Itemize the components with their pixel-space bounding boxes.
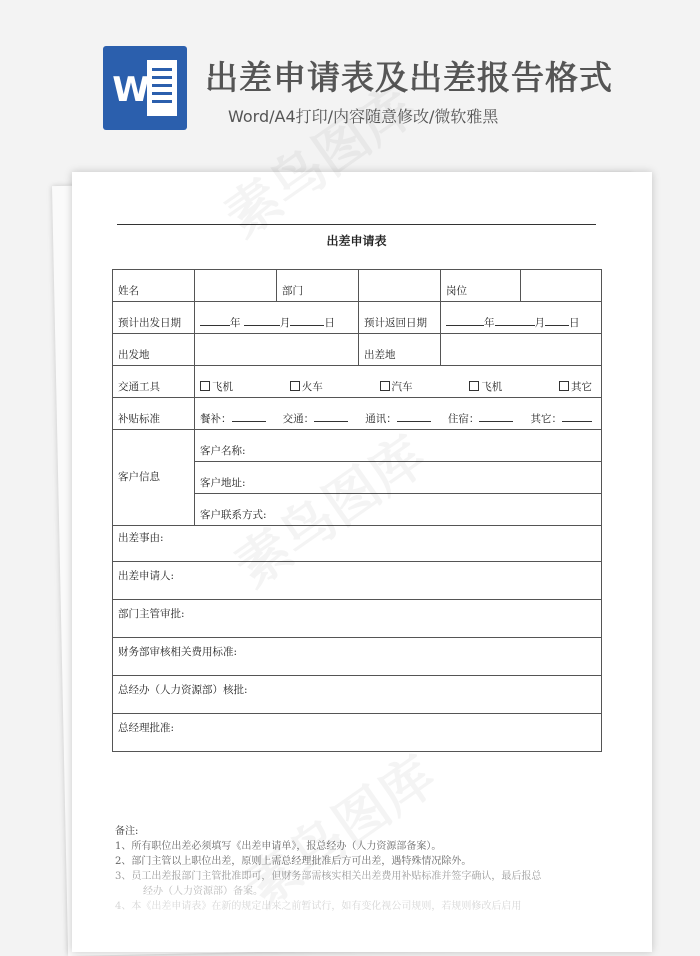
header [0, 0, 700, 160]
transport-option-plane-2[interactable] [469, 379, 502, 394]
day-text: 日 [569, 317, 580, 329]
destination-label: 出差地 [359, 334, 441, 366]
year-text: 年 [230, 317, 241, 329]
blank-line [495, 315, 535, 326]
table-row [113, 714, 602, 752]
transport-label: 交通工具 [113, 366, 195, 398]
year-text: 年 [484, 317, 495, 329]
page-title: 出差申请表及出差报告格式 [205, 58, 613, 97]
finance-review-field[interactable]: 财务部审核相关费用标准: [113, 638, 602, 676]
transport-option-label: 飞机 [212, 381, 233, 393]
name-label: 姓名 [113, 270, 195, 302]
return-date-field[interactable] [441, 302, 602, 334]
customer-address-field[interactable]: 客户地址: [195, 462, 602, 494]
header-rule [117, 224, 596, 225]
transport-options [195, 366, 602, 398]
page-subtitle: Word/A4打印/内容随意修改/微软雅黑 [228, 107, 499, 126]
transport-option-label: 飞机 [481, 381, 503, 393]
table-row [113, 366, 602, 398]
note-item: 2、部门主管以上职位出差，原则上需总经理批准后方可出差，遇特殊情况除外。 [115, 856, 472, 867]
checkbox-icon[interactable] [380, 381, 390, 391]
transport-option-car[interactable] [380, 379, 413, 394]
dept-field[interactable] [359, 270, 441, 302]
comm-allowance[interactable] [365, 411, 431, 426]
meal-allowance[interactable] [200, 411, 266, 426]
blank-line [562, 411, 592, 422]
depart-date-label: 预计出发日期 [113, 302, 195, 334]
position-label: 岗位 [441, 270, 521, 302]
table-row [113, 676, 602, 714]
blank-line [290, 315, 324, 326]
transport-option-label: 火车 [301, 381, 323, 393]
day-text: 日 [324, 317, 335, 329]
application-form-table [112, 269, 602, 752]
name-field[interactable] [195, 270, 277, 302]
table-row [113, 526, 602, 562]
transport-option-train[interactable] [290, 379, 323, 394]
word-icon-line [152, 68, 172, 71]
transport-option-plane[interactable] [200, 379, 233, 394]
blank-line [314, 411, 348, 422]
word-icon [103, 46, 187, 130]
word-icon-line [152, 100, 172, 103]
origin-field[interactable] [195, 334, 359, 366]
allowance-item-label: 通讯： [365, 413, 397, 425]
blank-line [244, 315, 280, 326]
checkbox-icon[interactable] [290, 381, 300, 391]
blank-line [232, 411, 266, 422]
word-icon-line [152, 76, 172, 79]
table-row [113, 398, 602, 430]
allowance-item-label: 餐补： [200, 413, 232, 425]
month-text: 月 [534, 317, 545, 329]
transport-option-other[interactable] [559, 379, 592, 394]
word-icon-letter: W [112, 70, 150, 110]
lodging-allowance[interactable] [448, 411, 514, 426]
hr-approval-field[interactable]: 总经办（人力资源部）核批: [113, 676, 602, 714]
destination-field[interactable] [441, 334, 602, 366]
position-field[interactable] [521, 270, 602, 302]
table-row [113, 600, 602, 638]
depart-date-field[interactable] [195, 302, 359, 334]
checkbox-icon[interactable] [200, 381, 210, 391]
table-row [113, 430, 602, 462]
dept-label: 部门 [277, 270, 359, 302]
blank-line [200, 315, 230, 326]
word-icon-line [152, 92, 172, 95]
note-item: 4、本《出差申请表》在新的规定出来之前暂试行，如有变化视公司规则，若规则修改后启用 [115, 901, 522, 912]
document-page [72, 172, 652, 952]
blank-line [397, 411, 431, 422]
allowance-item-label: 住宿： [447, 413, 480, 425]
allowance-label: 补贴标准 [113, 398, 195, 430]
blank-line [545, 315, 569, 326]
note-item: 经办（人力资源部）备案。 [143, 886, 263, 897]
origin-label: 出发地 [113, 334, 195, 366]
gm-approval-field[interactable]: 总经理批准: [113, 714, 602, 752]
table-row [113, 302, 602, 334]
transport-allowance[interactable] [283, 411, 349, 426]
blank-line [446, 315, 484, 326]
month-text: 月 [279, 317, 291, 329]
allowance-fields [195, 398, 602, 430]
applicant-field[interactable]: 出差申请人: [113, 562, 602, 600]
transport-option-label: 汽车 [391, 381, 413, 393]
notes-heading: 备注: [115, 826, 139, 837]
customer-info-label: 客户信息 [113, 430, 195, 526]
notes-section [115, 824, 615, 914]
word-icon-line [152, 84, 172, 87]
transport-option-label: 其它 [571, 381, 592, 393]
customer-contact-field[interactable]: 客户联系方式: [195, 494, 602, 526]
table-row [113, 638, 602, 676]
note-item: 3、员工出差报部门主管批准即可，但财务部需核实相关出差费用补贴标准并签字确认，最后报总 [115, 871, 542, 882]
blank-line [479, 411, 513, 422]
form-title: 出差申请表 [326, 234, 387, 248]
note-item: 1、所有职位出差必须填写《出差申请单》，报总经办（人力资源部备案）。 [115, 841, 442, 852]
checkbox-icon[interactable] [559, 381, 569, 391]
table-row [113, 270, 602, 302]
table-row [113, 334, 602, 366]
table-row [113, 562, 602, 600]
return-date-label: 预计返回日期 [359, 302, 441, 334]
reason-field[interactable]: 出差事由: [113, 526, 602, 562]
allowance-item-label: 交通： [282, 413, 315, 425]
other-allowance[interactable] [531, 411, 593, 426]
checkbox-icon[interactable] [469, 381, 479, 391]
allowance-item-label: 其它： [530, 413, 562, 425]
manager-approval-field[interactable]: 部门主管审批: [113, 600, 602, 638]
customer-name-field[interactable]: 客户名称: [195, 430, 602, 462]
